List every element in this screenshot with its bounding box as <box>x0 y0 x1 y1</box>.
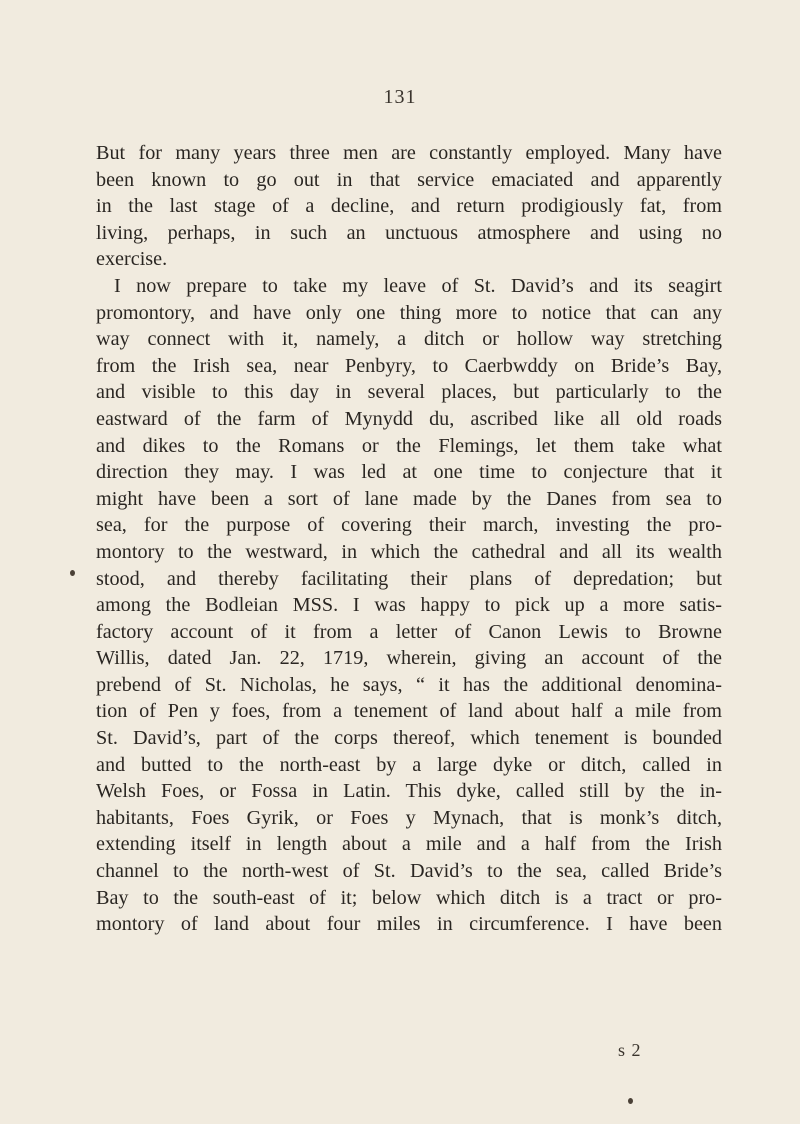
text-line: Welsh Foes, or Fossa in Latin. This dyke, called still by the in- <box>96 780 722 803</box>
text-line: stood, and thereby facilitating their plans of depredation; but <box>96 567 722 590</box>
text-line: among the Bodleian MSS. I was happy to pick up a more satis- <box>96 594 722 617</box>
text-line: Bay to the south-east of it; below which ditch is a tract or pro- <box>96 886 722 909</box>
text-line: and dikes to the Romans or the Flemings, let them take what <box>96 434 722 457</box>
text-line: St. David’s, part of the corps thereof, which tenement is bounded <box>96 727 722 750</box>
text-line: direction they may. I was led at one time to conjecture that it <box>96 461 722 484</box>
text-line: sea, for the purpose of covering their march, investing the pro- <box>96 514 722 537</box>
text-line: promontory, and have only one thing more to notice that can any <box>96 301 722 324</box>
text-line: and visible to this day in several places, but particularly to the <box>96 381 722 404</box>
text-line: habitants, Foes Gyrik, or Foes y Mynach, that is monk’s ditch, <box>96 806 722 829</box>
text-line: exercise. <box>96 248 168 271</box>
text-line: been known to go out in that service emaciated and apparently <box>96 168 722 191</box>
text-line: factory account of it from a letter of Canon Lewis to Browne <box>96 620 722 643</box>
text-line: from the Irish sea, near Penbyry, to Caerbwddy on Bride’s Bay, <box>96 354 722 377</box>
text-line: might have been a sort of lane made by the Danes from sea to <box>96 487 722 510</box>
body-text <box>96 140 722 938</box>
ink-speck <box>628 1098 633 1104</box>
text-line: channel to the north-west of St. David’s to the sea, called Bride’s <box>96 860 722 883</box>
text-line: tion of Pen y foes, from a tenement of land about half a mile from <box>96 700 722 723</box>
signature-mark: s 2 <box>618 1040 642 1060</box>
text-line: prebend of St. Nicholas, he says, “ it has the additional denomina- <box>96 673 722 696</box>
text-line: living, perhaps, in such an unctuous atmosphere and using no <box>96 221 722 244</box>
text-line: way connect with it, namely, a ditch or hollow way stretching <box>96 328 722 351</box>
text-line: eastward of the farm of Mynydd du, ascribed like all old roads <box>96 407 722 430</box>
text-line: But for many years three men are constantly employed. Many have <box>96 142 722 164</box>
text-line: I now prepare to take my leave of St. David’s and its seagirt <box>114 274 722 297</box>
text-line: in the last stage of a decline, and return prodigiously fat, from <box>96 195 722 218</box>
ink-speck <box>70 570 75 576</box>
page-number: 131 <box>383 86 417 108</box>
text-line: montory of land about four miles in circumference. I have been <box>96 913 722 936</box>
text-line: montory to the westward, in which the cathedral and all its wealth <box>96 540 722 563</box>
text-line: and butted to the north-east by a large dyke or ditch, called in <box>96 753 722 776</box>
text-line: extending itself in length about a mile and a half from the Irish <box>96 833 722 856</box>
text-line: Willis, dated Jan. 22, 1719, wherein, giving an account of the <box>96 647 722 670</box>
